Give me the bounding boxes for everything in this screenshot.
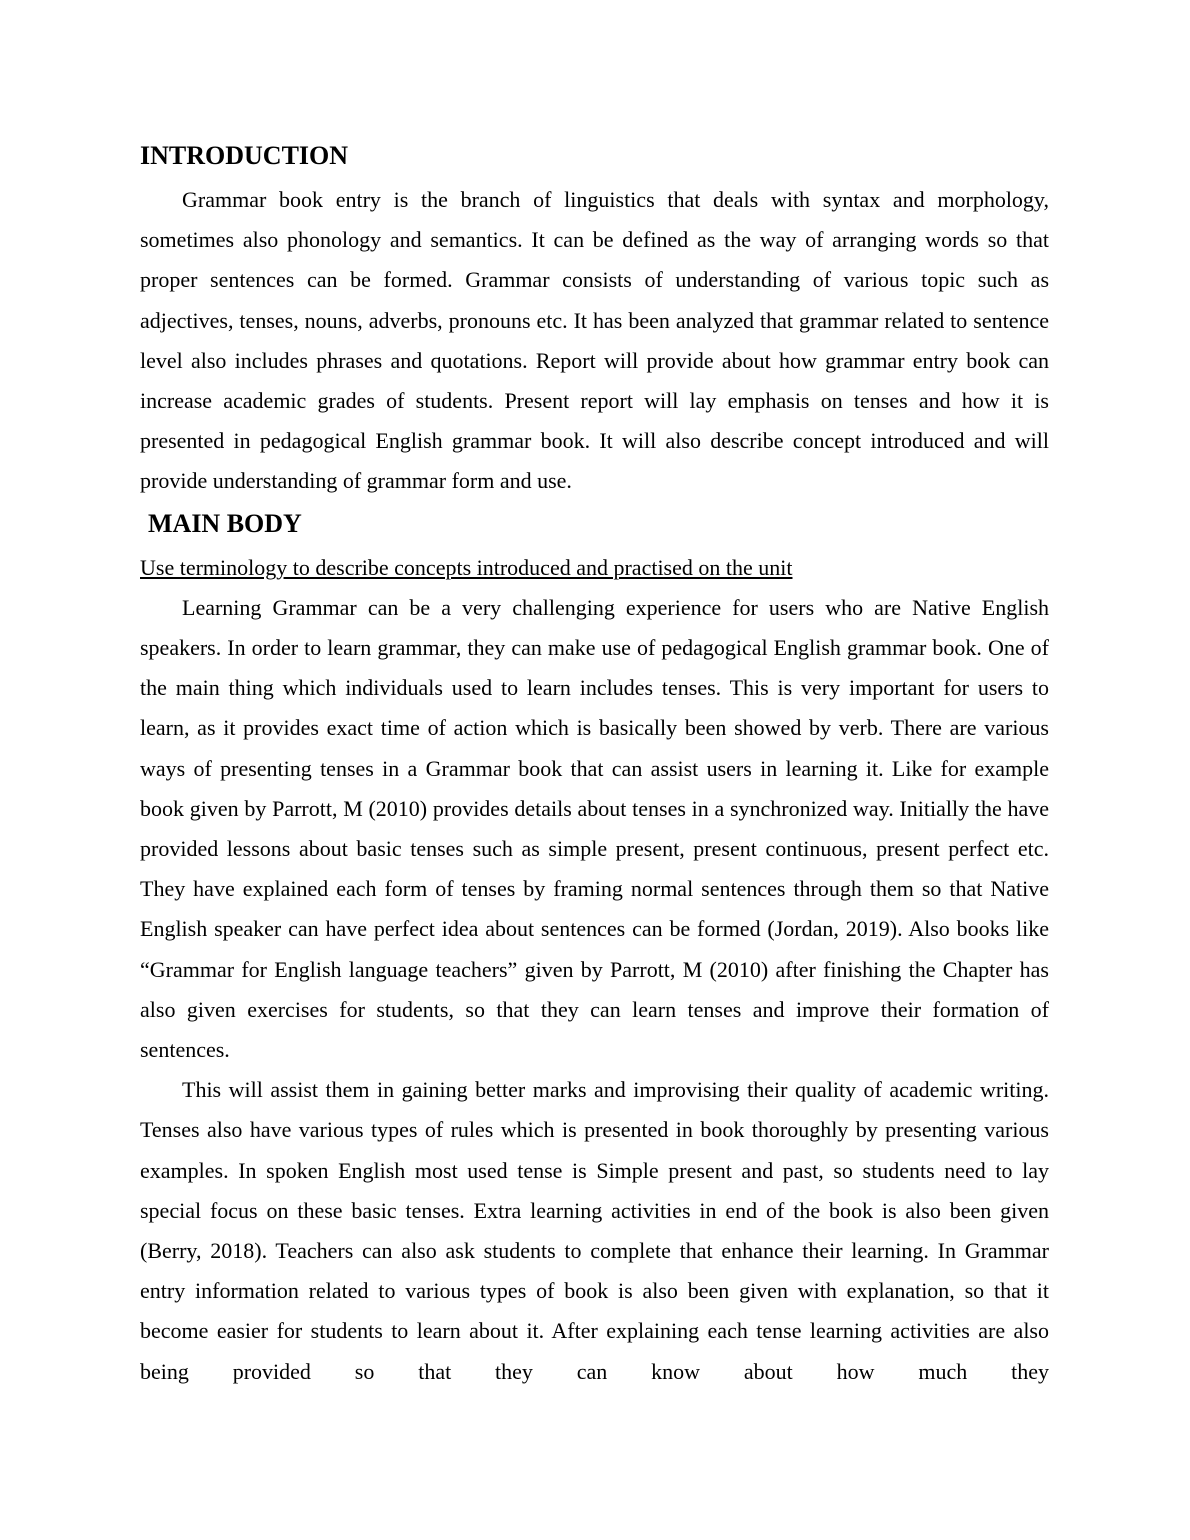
introduction-paragraph: Grammar book entry is the branch of linguistics that deals with syntax and morphology, sometimes also phonology and semantics. It can be defined as the way of arranging words so that proper sentences can be formed. Grammar consists of understanding of various topic such as adjectives, tenses, nouns, adverbs, pronouns etc. It has been analyzed that grammar related to sentence level also includes phrases and quotations. Report will provide about how grammar entry book can increase academic grades of students. Present report will lay emphasis on tenses and how it is presented in pedagogical English grammar book. It will also describe concept introduced and will provide understanding of grammar form and use. bbox=[140, 187, 1049, 494]
body-paragraph: This will assist them in gaining better marks and improvising their quality of academic writing. Tenses also have various types of rules which is presented in book thoroughly by presenting various examples. In spoken English most used tense is Simple present and past, so students need to lay special focus on these basic tenses. Extra learning activities in end of the book is also been given (Berry, 2018). Teachers can also ask students to complete that enhance their learning. In Grammar entry information related to various types of book is also been given with explanation, so that it become easier for students to learn about it. After explaining each tense learning activities are also being provided so that they can know about how much they bbox=[140, 1077, 1049, 1384]
introduction-heading: INTRODUCTION bbox=[140, 141, 349, 170]
document-page bbox=[140, 138, 1049, 1392]
main-body-heading: MAIN BODY bbox=[148, 508, 302, 538]
body-paragraph: Learning Grammar can be a very challenging experience for users who are Native English speakers. In order to learn grammar, they can make use of pedagogical English grammar book. One of the main thing which individuals used to learn includes tenses. This is very important for users to learn, as it provides exact time of action which is basically been showed by verb. There are various ways of presenting tenses in a Grammar book that can assist users in learning it. Like for example book given by Parrott, M (2010) provides details about tenses in a synchronized way. Initially the have provided lessons about basic tenses such as simple present, present continuous, present perfect etc. They have explained each form of tenses by framing normal sentences through them so that Native English speaker can have perfect idea about sentences can be formed (Jordan, 2019). Also books like “Grammar for English language teachers” given by Parrott, M (2010) after finishing the Chapter has also given exercises for students, so that they can learn tenses and improve their formation of sentences. bbox=[140, 594, 1049, 1063]
section-subheading: Use terminology to describe concepts introduced and practised on the unit bbox=[140, 554, 793, 580]
